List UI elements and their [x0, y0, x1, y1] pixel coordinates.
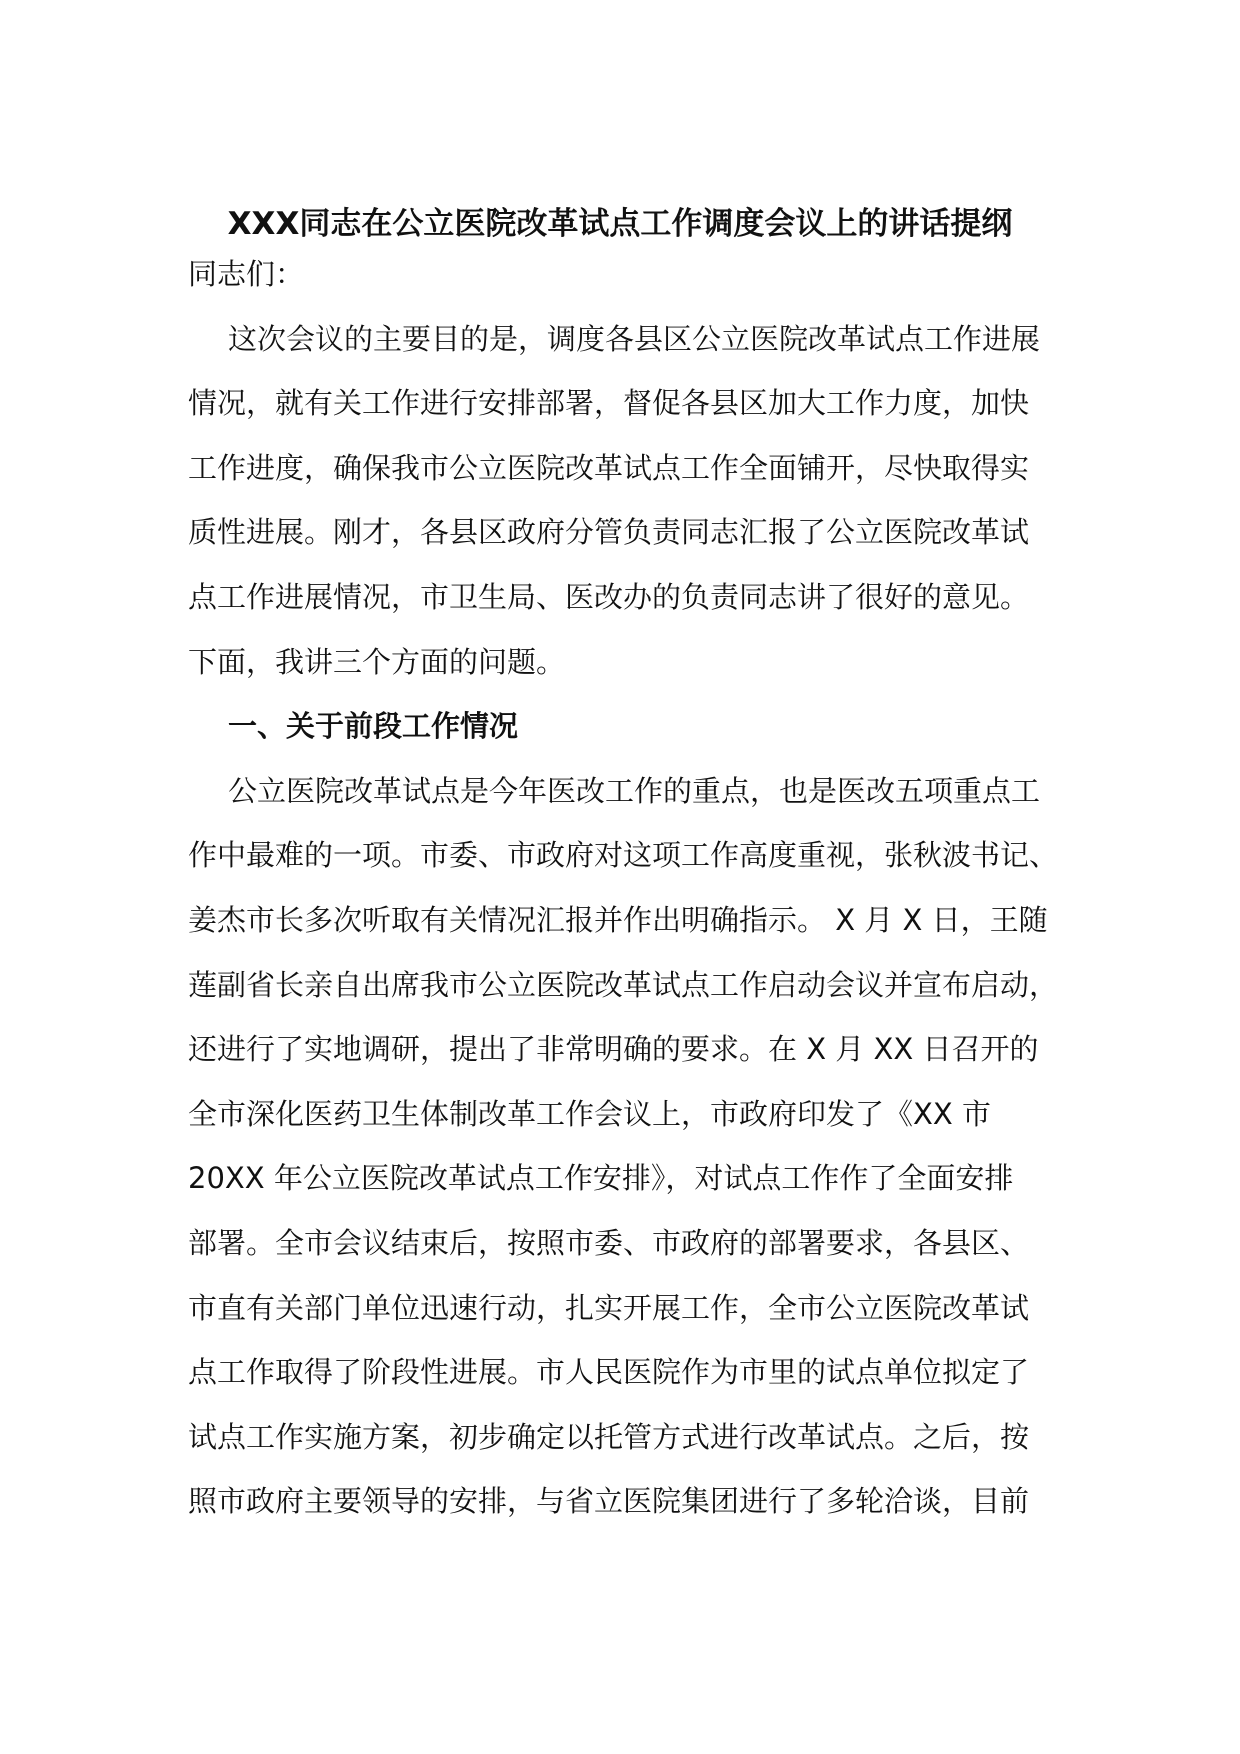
paragraph-line: 质性进展。刚才，各县区政府分管负责同志汇报了公立医院改革试: [188, 515, 1030, 550]
paragraph-line: 公立医院改革试点是今年医改工作的重点，也是医改五项重点工: [228, 773, 1041, 808]
paragraph-line: 姜杰市长多次听取有关情况汇报并作出明确指示。 X 月 X 日，王随: [188, 902, 1048, 937]
paragraph-line: 还进行了实地调研，提出了非常明确的要求。在 X 月 XX 日召开的: [188, 1032, 1039, 1067]
paragraph-line: 这次会议的主要目的是，调度各县区公立医院改革试点工作进展: [228, 321, 1041, 356]
section-heading: 一、关于前段工作情况: [228, 709, 519, 744]
paragraph-line: 下面，我讲三个方面的问题。: [188, 644, 566, 679]
salutation: 同志们：: [188, 257, 305, 291]
paragraph-line: 作中最难的一项。市委、市政府对这项工作高度重视，张秋波书记、: [188, 838, 1059, 873]
document-title: XXX同志在公立医院改革试点工作调度会议上的讲话提纲: [227, 206, 1013, 242]
paragraph-line: 全市深化医药卫生体制改革工作会议上，市政府印发了《XX 市: [188, 1096, 991, 1131]
paragraph-line: 试点工作实施方案，初步确定以托管方式进行改革试点。之后，按: [188, 1419, 1030, 1454]
paragraph-line: 工作进度，确保我市公立医院改革试点工作全面铺开，尽快取得实: [188, 450, 1030, 485]
paragraph-line: 20XX 年公立医院改革试点工作安排》，对试点工作作了全面安排: [188, 1161, 1014, 1196]
paragraph-line: 莲副省长亲自出席我市公立医院改革试点工作启动会议并宣布启动，: [188, 967, 1059, 1002]
paragraph-line: 照市政府主要领导的安排，与省立医院集团进行了多轮洽谈，目前: [188, 1484, 1030, 1519]
paragraph-line: 部署。全市会议结束后，按照市委、市政府的部署要求，各县区、: [188, 1225, 1030, 1260]
paragraph-line: 情况，就有关工作进行安排部署，督促各县区加大工作力度，加快: [188, 386, 1030, 421]
paragraph-line: 点工作取得了阶段性进展。市人民医院作为市里的试点单位拟定了: [188, 1355, 1030, 1390]
document-body: [188, 242, 1066, 1534]
paragraph-line: 市直有关部门单位迅速行动，扎实开展工作，全市公立医院改革试: [188, 1290, 1030, 1325]
paragraph-line: 点工作进展情况，市卫生局、医改办的负责同志讲了很好的意见。: [188, 579, 1030, 614]
